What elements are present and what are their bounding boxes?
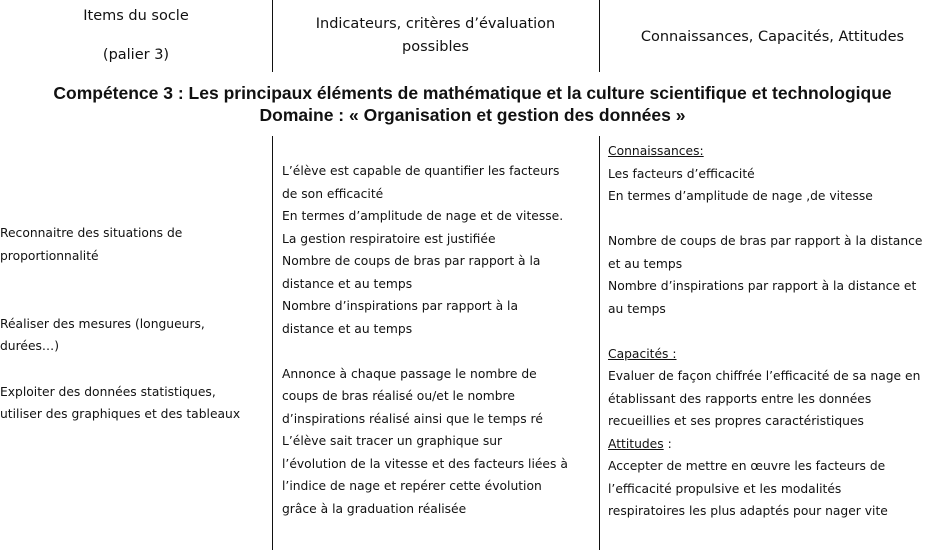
indicators-column — [282, 160, 568, 520]
column-divider-2-bottom — [599, 136, 600, 550]
header-col2 — [272, 13, 599, 59]
indicator-line: distance et au temps — [282, 321, 413, 336]
attitude-line: l’efficacité propulsive et les modalités — [608, 481, 842, 496]
header-col1-line2: (palier 3) — [102, 47, 170, 63]
item-1-line2: proportionnalité — [0, 248, 99, 263]
indicator-line: La gestion respiratoire est justifiée — [282, 231, 496, 246]
items-column — [0, 222, 240, 426]
attitudes-heading-row — [608, 433, 922, 456]
attitudes-heading: Attitudes — [608, 436, 664, 451]
indicator-line: l’évolution de la vitesse et des facteurs liées à — [282, 456, 568, 471]
item-3-line2: utiliser des graphiques et des tableaux — [0, 407, 241, 421]
domain-title: Domaine : « Organisation et gestion des données » — [259, 105, 686, 125]
knowledge-line: et au temps — [608, 256, 683, 271]
indicator-line: Nombre de coups de bras par rapport à la — [282, 254, 541, 268]
capacity-line: établissant des rapports entre les données — [608, 391, 872, 406]
indicator-line: de son efficacité — [282, 186, 384, 201]
header-col1 — [0, 5, 272, 67]
competence-title: Compétence 3 : Les principaux éléments de mathématique et la culture scientifique et technologique — [53, 83, 892, 103]
knowledge-line: En termes d’amplitude de nage ,de vitesse — [608, 189, 873, 203]
indicator-line: distance et au temps — [282, 276, 413, 291]
knowledge-line: Nombre de coups de bras par rapport à la distance — [608, 234, 923, 248]
indicator-line: coups de bras réalisé ou/et le nombre — [282, 389, 515, 403]
item-1-line1: Reconnaitre des situations de — [0, 226, 183, 240]
header-col2-line2: possibles — [402, 39, 469, 55]
indicator-line: L’élève sait tracer un graphique sur — [282, 434, 503, 448]
attitude-line: Accepter de mettre en œuvre les facteurs de — [608, 459, 886, 473]
knowledge-line: Les facteurs d’efficacité — [608, 166, 755, 181]
item-2-line2: durées…) — [0, 339, 60, 353]
capacity-line: Evaluer de façon chiffrée l’efficacité de sa nage en — [608, 369, 921, 383]
attitude-line: respiratoires les plus adaptés pour nager vite — [608, 504, 888, 518]
indicator-line: L’élève est capable de quantifier les facteurs — [282, 164, 560, 178]
indicator-line: Annonce à chaque passage le nombre de — [282, 366, 537, 381]
knowledge-line: Nombre d’inspirations par rapport à la distance et — [608, 279, 917, 293]
attitudes-heading-suffix: : — [663, 436, 672, 451]
header-col1-line1: Items du socle — [83, 8, 189, 24]
connaissances-heading: Connaissances: — [608, 144, 704, 158]
header-col2-line1: Indicateurs, critères d’évaluation — [315, 16, 556, 32]
indicator-line: Nombre d’inspirations par rapport à la — [282, 299, 518, 313]
capacity-line: recueillies et ses propres caractéristiques — [608, 414, 864, 428]
knowledge-line: au temps — [608, 301, 666, 316]
knowledge-column — [608, 140, 922, 523]
indicator-line: d’inspirations réalisé ainsi que le temps ré — [282, 411, 543, 426]
indicator-line: l’indice de nage et repérer cette évolution — [282, 479, 542, 493]
item-3-line1: Exploiter des données statistiques, — [0, 384, 216, 399]
header-col3 — [600, 26, 945, 49]
indicator-line: En termes d’amplitude de nage et de vitesse. — [282, 209, 564, 223]
column-divider-1-bottom — [272, 136, 273, 550]
item-2-line1: Réaliser des mesures (longueurs, — [0, 316, 205, 331]
header-col3-text: Connaissances, Capacités, Attitudes — [640, 29, 905, 45]
indicator-line: grâce à la graduation réalisée — [282, 501, 467, 516]
capacites-heading: Capacités : — [608, 346, 677, 361]
